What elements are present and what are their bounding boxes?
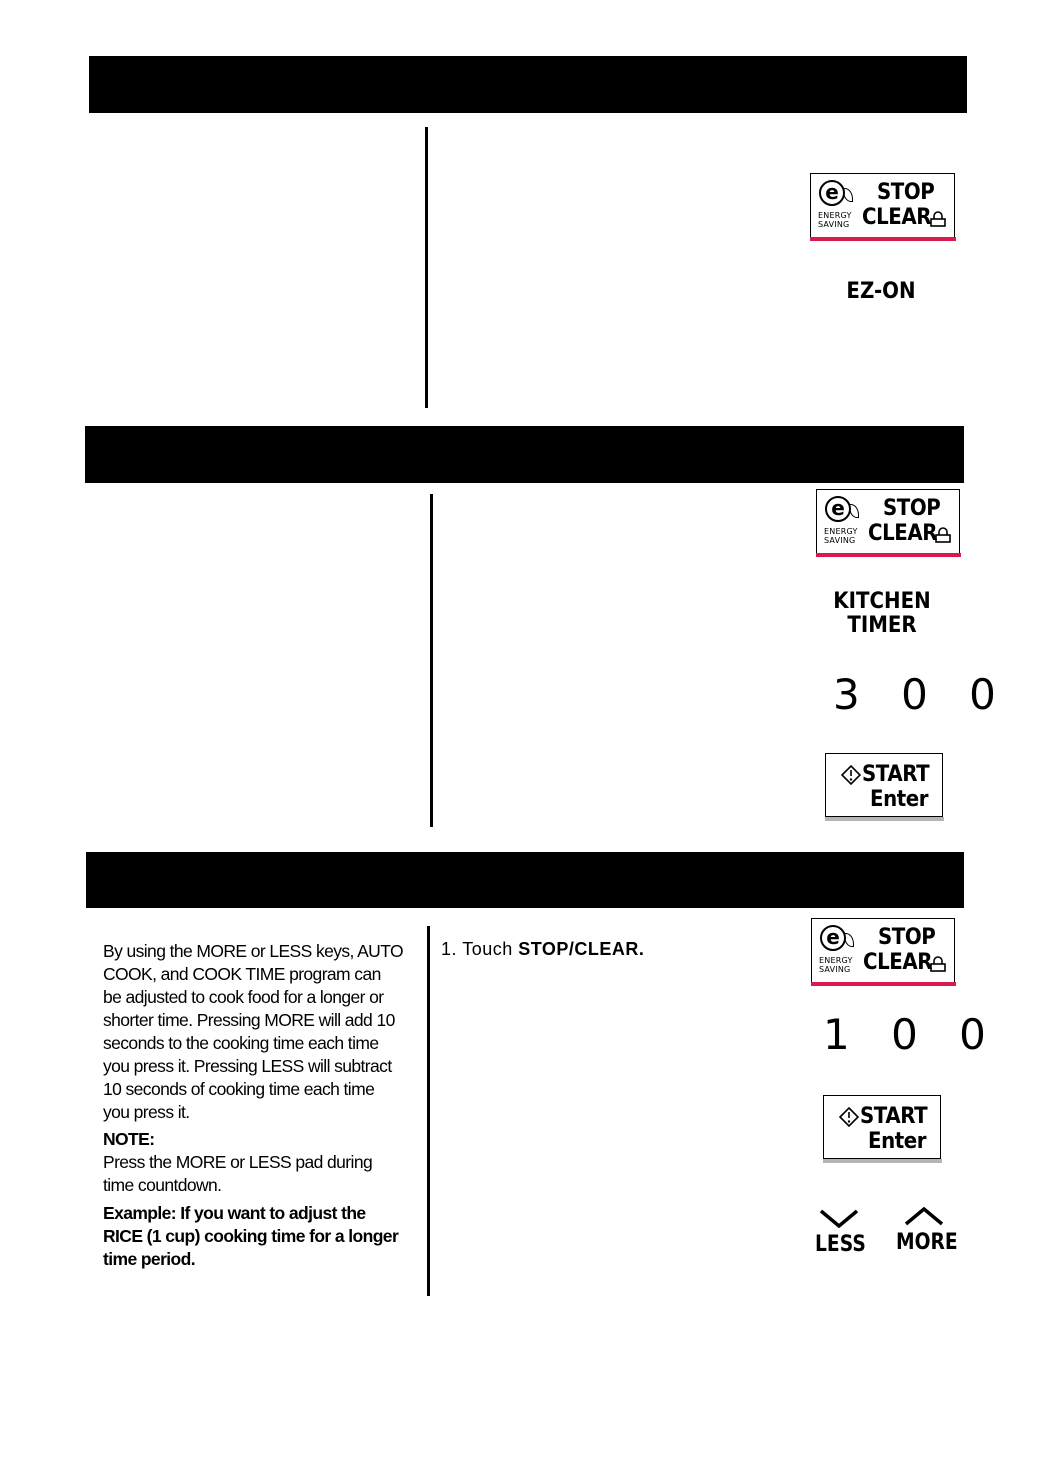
leaf-icon xyxy=(849,504,859,518)
start-diamond-icon xyxy=(839,1107,859,1127)
stop-label: STOP xyxy=(878,925,936,950)
note-title: NOTE: xyxy=(103,1129,155,1149)
energy-saving-label: ENERGY SAVING xyxy=(818,211,852,229)
energy-saving-icon: e xyxy=(825,496,851,522)
start-enter-button[interactable] xyxy=(823,1095,941,1159)
section2-header-bar xyxy=(85,426,964,483)
section1-header-bar xyxy=(89,56,967,113)
energy-saving-icon: e xyxy=(820,925,846,951)
enter-label: Enter xyxy=(870,787,929,812)
leaf-icon xyxy=(843,188,853,202)
instruction-text xyxy=(103,940,403,1271)
kitchen-label: KITCHEN xyxy=(833,589,931,614)
section1-divider xyxy=(425,127,428,408)
stop-label: STOP xyxy=(877,180,935,205)
lock-icon xyxy=(930,956,946,972)
description-paragraph: By using the MORE or LESS keys, AUTO COOK, and COOK TIME program can be adjusted to cook food for a longer or shorter time. Pressing MORE will add 10 seconds to the cooking time each time you press it. Pressing LESS will subtract 10 seconds of cooking time each time you press it. xyxy=(103,941,404,1122)
lock-icon xyxy=(935,527,951,543)
less-button[interactable] xyxy=(812,1206,868,1260)
chevron-up-icon xyxy=(904,1206,944,1226)
stop-clear-button[interactable] xyxy=(810,173,955,237)
timer-label: TIMER xyxy=(847,613,917,638)
energy-saving-label: ENERGY SAVING xyxy=(819,956,853,974)
lock-icon xyxy=(930,211,946,227)
clear-label: CLEAR xyxy=(868,521,938,546)
more-button[interactable] xyxy=(894,1206,956,1260)
start-enter-button[interactable] xyxy=(825,753,943,817)
number-display: 1 0 0 xyxy=(823,1010,1000,1059)
step-1: 1. Touch STOP/CLEAR. xyxy=(441,939,645,959)
stop-label: STOP xyxy=(883,496,941,521)
more-label: MORE xyxy=(896,1230,958,1255)
start-label: START xyxy=(862,762,930,787)
kitchen-timer-button[interactable] xyxy=(828,590,936,638)
energy-saving-label: ENERGY SAVING xyxy=(824,527,858,545)
ez-on-display: EZ-ON xyxy=(846,279,916,304)
stop-clear-button[interactable] xyxy=(811,918,955,982)
energy-saving-icon: e xyxy=(819,180,845,206)
example-text: Example: If you want to adjust the RICE (1 cup) cooking time for a longer time period. xyxy=(103,1203,399,1269)
number-display: 3 0 0 xyxy=(833,670,1010,719)
clear-label: CLEAR xyxy=(862,205,932,230)
stop-clear-button[interactable] xyxy=(816,489,960,553)
start-label: START xyxy=(860,1104,928,1129)
section3-header-bar xyxy=(86,852,964,908)
section3-divider xyxy=(427,926,430,1296)
enter-label: Enter xyxy=(868,1129,927,1154)
start-diamond-icon xyxy=(841,765,861,785)
note-text: Press the MORE or LESS pad during time countdown. xyxy=(103,1152,373,1195)
clear-label: CLEAR xyxy=(863,950,933,975)
less-label: LESS xyxy=(815,1232,866,1257)
chevron-down-icon xyxy=(819,1208,859,1228)
section2-divider xyxy=(430,494,433,827)
leaf-icon xyxy=(844,933,854,947)
